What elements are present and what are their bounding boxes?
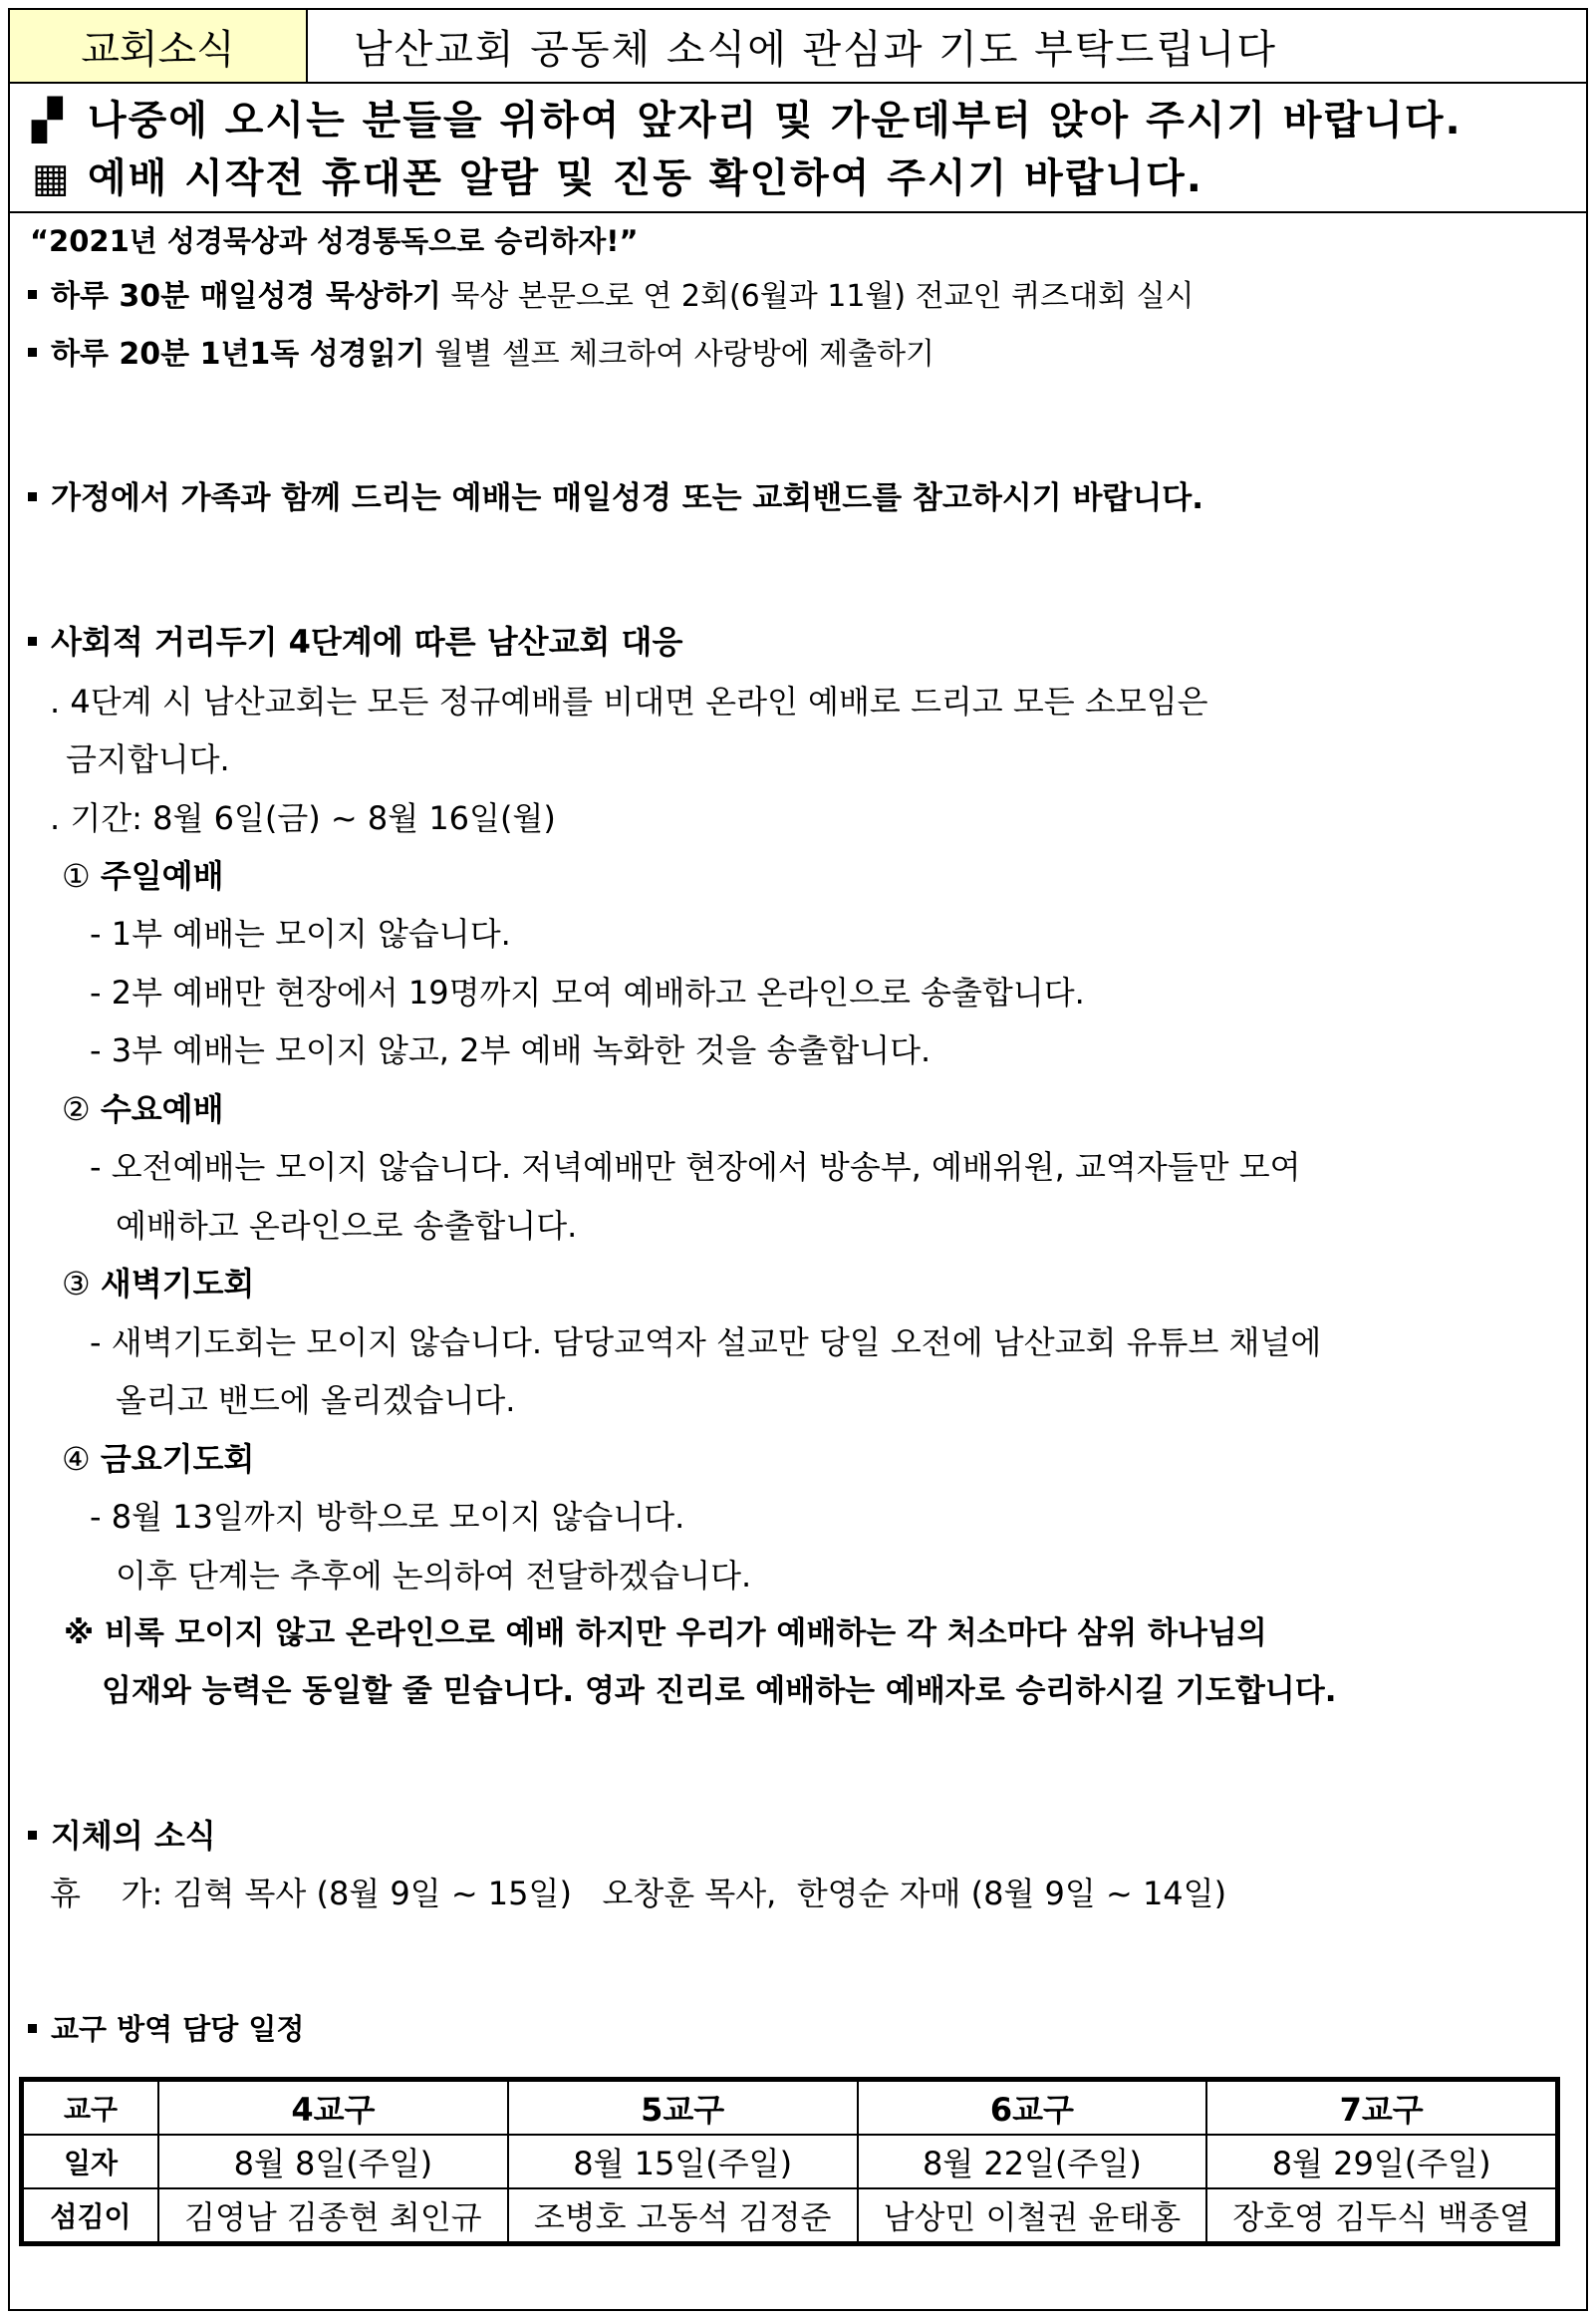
row-label: 일자 <box>23 2135 158 2188</box>
closing-note: ※ 비록 모이지 않고 온라인으로 예배 하지만 우리가 예배하는 각 처소마다 삼위 하나님의 <box>64 1615 1267 1651</box>
checker-icon: ▦ <box>32 155 72 201</box>
notice-text: 예배 시작전 휴대폰 알람 및 진동 확인하여 주시기 바랍니다. <box>87 155 1203 201</box>
members-title: 지체의 소식 <box>26 1816 216 1856</box>
servers-cell: 남상민 이철권 윤태홍 <box>858 2188 1207 2242</box>
distancing-intro-cont: 금지합니다. <box>66 740 230 778</box>
square-bullet-icon <box>28 348 37 357</box>
page-title: 남산교회 공동체 소식에 관심과 기도 부탁드립니다 <box>354 26 1278 73</box>
section-heading: 수요예배 <box>100 1090 224 1128</box>
table-row <box>23 2135 1556 2188</box>
list-item: - 새벽기도회는 모이지 않습니다. 담당교역자 설교만 당일 오전에 남산교회 유튜브 채널에 <box>90 1323 1322 1361</box>
distancing-period: . 기간: 8월 6일(금) ~ 8월 16일(월) <box>50 799 556 837</box>
date-cell: 8월 29일(주일) <box>1206 2135 1556 2188</box>
list-item: - 8월 13일까지 방학으로 모이지 않습니다. <box>90 1498 685 1536</box>
district-schedule-table <box>22 2080 1557 2243</box>
dawn-prayer-heading <box>62 1264 254 1303</box>
list-item: - 1부 예배는 모이지 않습니다. <box>90 915 511 953</box>
list-item-cont: 예배하고 온라인으로 송출합니다. <box>116 1207 578 1245</box>
bible-item-text: 월별 셀프 체크하여 사랑방에 제출하기 <box>434 337 935 372</box>
section-heading: 주일예배 <box>100 857 224 895</box>
notice-box <box>8 84 1588 213</box>
schedule-title: 교구 방역 담당 일정 <box>26 2009 304 2049</box>
family-worship-note: 가정에서 가족과 함께 드리는 예배는 매일성경 또는 교회밴드를 참고하시기 바랍니다. <box>26 478 1203 518</box>
friday-prayer-heading <box>62 1439 254 1479</box>
circled-number: ③ <box>62 1265 91 1303</box>
bullet-icon: ▞ <box>32 98 65 144</box>
district-cell: 7교구 <box>1206 2081 1556 2135</box>
notice-text: 나중에 오시는 분들을 위하여 앞자리 및 가운데부터 앉아 주시기 바랍니다. <box>87 98 1463 144</box>
district-cell: 5교구 <box>508 2081 858 2135</box>
square-bullet-icon <box>28 290 37 299</box>
servers-cell: 장호영 김두식 백종열 <box>1206 2188 1556 2242</box>
row-label: 교구 <box>23 2081 158 2135</box>
bible-item-bold: 하루 20분 1년1독 성경읽기 <box>51 337 425 372</box>
list-item: - 오전예배는 모이지 않습니다. 저녁예배만 현장에서 방송부, 예배위원, 교역자들만 모여 <box>90 1148 1301 1186</box>
bible-item <box>26 335 934 375</box>
table-row <box>23 2081 1556 2135</box>
news-body <box>8 213 1588 2311</box>
square-bullet-icon <box>28 1831 37 1840</box>
notice-line <box>32 92 1586 149</box>
servers-cell: 김영남 김종현 최인규 <box>158 2188 508 2242</box>
section-heading: 금요기도회 <box>100 1440 255 1478</box>
servers-cell: 조병호 고동석 김정준 <box>508 2188 858 2242</box>
square-bullet-icon <box>28 2024 37 2033</box>
notice-line <box>32 149 1586 207</box>
date-cell: 8월 22일(주일) <box>858 2135 1207 2188</box>
bible-item-text: 묵상 본문으로 연 2회(6월과 11월) 전교인 퀴즈대회 실시 <box>450 279 1195 314</box>
bible-item-bold: 하루 30분 매일성경 묵상하기 <box>51 279 441 314</box>
bible-item <box>26 277 1195 317</box>
square-bullet-icon <box>28 637 37 646</box>
row-label: 섬김이 <box>23 2188 158 2242</box>
header-bar <box>8 8 1588 84</box>
circled-number: ④ <box>62 1440 91 1478</box>
district-cell: 6교구 <box>858 2081 1207 2135</box>
square-bullet-icon <box>28 492 37 501</box>
circled-number: ① <box>62 857 91 895</box>
vacation-line: 휴 가: 김혁 목사 (8월 9일 ~ 15일) 오창훈 목사, 한영순 자매 (8월 9일 ~ 14일) <box>50 1875 1227 1912</box>
wednesday-service-heading <box>62 1089 224 1129</box>
district-cell: 4교구 <box>158 2081 508 2135</box>
section-tag: 교회소식 <box>10 10 308 82</box>
list-item: - 3부 예배는 모이지 않고, 2부 예배 녹화한 것을 송출합니다. <box>90 1031 931 1069</box>
table-row <box>23 2188 1556 2242</box>
list-item: - 2부 예배만 현장에서 19명까지 모여 예배하고 온라인으로 송출합니다. <box>90 974 1085 1012</box>
motto: “2021년 성경묵상과 성경통독으로 승리하자!” <box>30 224 639 258</box>
list-item-cont: 올리고 밴드에 올리겠습니다. <box>116 1381 516 1419</box>
section-heading: 새벽기도회 <box>100 1265 255 1303</box>
circled-number: ② <box>62 1090 91 1128</box>
closing-note-cont: 임재와 능력은 동일할 줄 믿습니다. 영과 진리로 예배하는 예배자로 승리하시길 기도합니다. <box>102 1673 1337 1709</box>
date-cell: 8월 8일(주일) <box>158 2135 508 2188</box>
sunday-service-heading <box>62 856 224 896</box>
date-cell: 8월 15일(주일) <box>508 2135 858 2188</box>
distancing-title: 사회적 거리두기 4단계에 따른 남산교회 대응 <box>26 622 682 662</box>
list-item-cont: 이후 단계는 추후에 논의하여 전달하겠습니다. <box>116 1557 752 1594</box>
distancing-intro: . 4단계 시 남산교회는 모든 정규예배를 비대면 온라인 예배로 드리고 모든 소모임은 <box>50 683 1208 721</box>
